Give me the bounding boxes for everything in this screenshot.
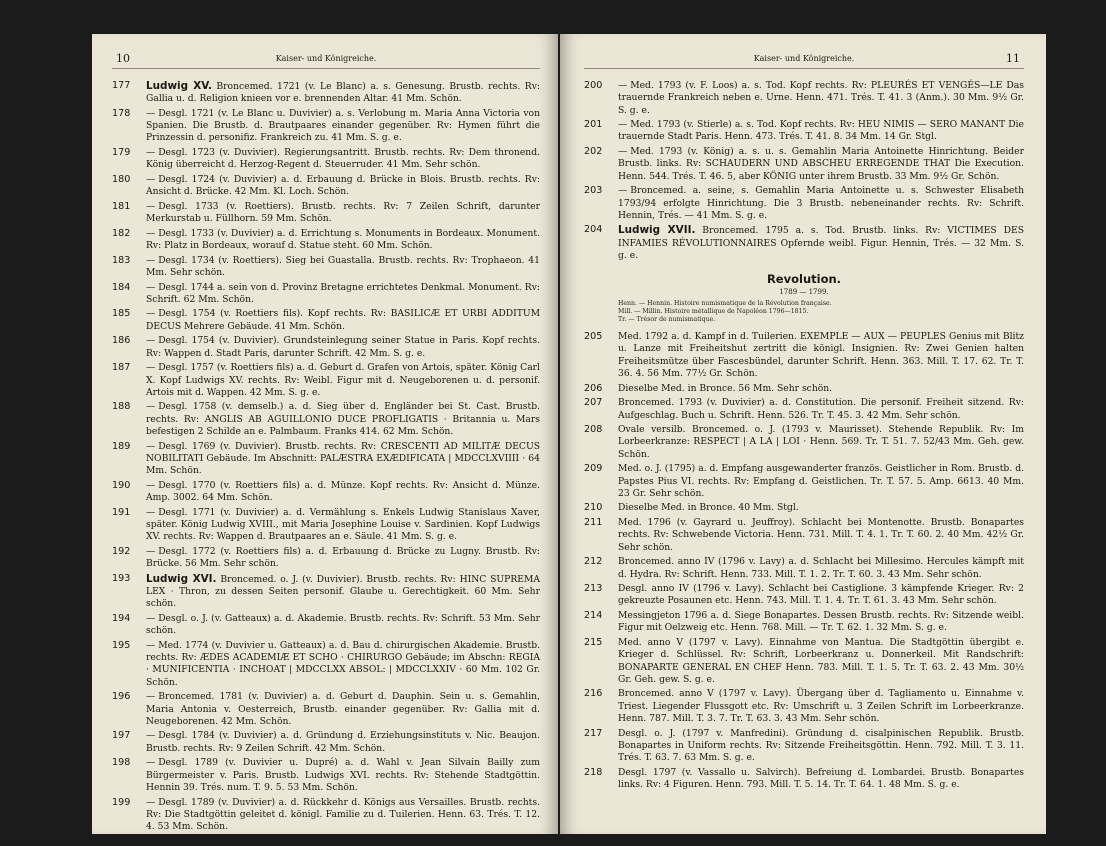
catalogue-entry <box>112 282 540 307</box>
entry-number: 178 <box>112 107 131 119</box>
catalogue-entry <box>112 255 540 280</box>
ditto-dash: — <box>146 335 156 347</box>
entry-text: Desgl. 1784 (v. Duvivier) a. d. Gründung d. Erziehungsinstituts v. Nic. Beaujon. Brustb. rechts. Rv: 9 Zeilen Schrift. 42 Mm. Schön. <box>146 730 540 754</box>
entry-text: Desgl. 1723 (v. Duvivier). Regierungsantritt. Brustb. rechts. Rv: Dem thronend. König überreicht d. Herzog-Regent d. Steuerruder. 41 Mm. Sehr schön. <box>146 147 540 171</box>
entry-text: Med. anno V (1797 v. Lavy). Einnahme von Mantua. Die Stadtgöttin übergibt e. Krieger d. Schlüssel. Rv: Schrift, Lorbeerkranz u. Donnerkeil. Mit Randschrift: BONAPARTE GENERAL EN CHEF Henn. 783. Mill. T. 1. 5. Tr. T. 63. 2. 43 Mm. 30½ Gr. Geh. gew. S. g. e. <box>618 636 1024 685</box>
entry-number: 213 <box>584 583 603 595</box>
entry-text: Desgl. 1758 (v. demselb.) a. d. Sieg über d. Engländer bei St. Cast. Brustb. rechts. Rv: ANGLIS AB AGUILLONIO DUCE PROFLIGATIS · Britannia u. Mars befestigen 2 Schilde an e. Palmbaum. Franks 414. 62 Mm. Schön. <box>146 401 540 437</box>
entry-number: 194 <box>112 612 131 624</box>
entry-number: 193 <box>112 572 131 584</box>
entry-number: 199 <box>112 796 131 808</box>
ditto-dash: — <box>146 227 156 239</box>
right-page <box>560 34 1046 834</box>
catalogue-entry <box>112 613 540 638</box>
page-number: 10 <box>116 52 130 65</box>
entry-number: 205 <box>584 331 603 343</box>
entry-text: Desgl. 1733 (v. Duvivier) a. d. Errichtung s. Monuments in Bordeaux. Monument. Rv: Platz in Bordeaux, worauf d. Statue steht. 60 Mm. Schön. <box>146 227 540 252</box>
entry-number: 179 <box>112 147 131 159</box>
entry-text: Dieselbe Med. in Bronce. 40 Mm. Stgl. <box>618 502 799 514</box>
entry-number: 208 <box>584 424 603 436</box>
running-head: Kaiser- und Königreiche. <box>275 54 377 63</box>
catalogue-entry <box>112 362 540 399</box>
catalogue-entry <box>112 546 540 571</box>
catalogue-entry <box>112 507 540 544</box>
catalogue-entry <box>584 463 1024 500</box>
entry-number: 201 <box>584 119 603 131</box>
catalogue-entry <box>112 573 540 611</box>
ditto-dash: — <box>146 639 156 651</box>
entry-text: Desgl. o. J. (1797 v. Manfredini). Gründung d. cisalpinischen Republik. Brustb. Bonapartes in Uniform rechts. Rv: Sitzende Freiheitsgöttin. Henn. 792. Mill. T. 3. 11. Trés. T. 63. 7. 63 Mm. S. g. e. <box>618 727 1024 764</box>
entry-text: Broncemed. anno V (1797 v. Lavy). Übergang über d. Tagliamento u. Einnahme v. Triest. Liegender Flussgott etc. Rv: Umschrift u. 3 Zeilen Schrift im Lorbeerkranze. Henn. 787. Mill. T. 3. 7. Tr. T. 63. 3. 43 Mm. Sehr schön. <box>618 688 1024 724</box>
catalogue-entry <box>584 80 1024 117</box>
entry-text: Broncemed. 1793 (v. Duvivier) a. d. Constitution. Die personif. Freiheit sitzend. Rv: Aufgeschlag. Buch u. Schrift. Henn. 526. Tr. T. 45. 3. 42 Mm. Sehr schön. <box>618 397 1024 421</box>
left-page <box>92 34 558 834</box>
catalogue-entries <box>584 331 1024 791</box>
catalogue-entry <box>584 424 1024 461</box>
page-number: 11 <box>1006 52 1020 65</box>
entry-number: 202 <box>584 146 603 158</box>
ditto-dash: — <box>146 254 156 266</box>
catalogue-entries <box>112 80 540 833</box>
entry-number: 211 <box>584 517 603 529</box>
ditto-dash: — <box>146 107 156 119</box>
catalogue-entry <box>584 224 1024 262</box>
abbreviation-line: Henn. — Hennin. Histoire numismatique de la Révolution française. <box>618 300 832 308</box>
entry-text: Med. 1793 (v. F. Loos) a. s. Tod. Kopf rechts. Rv: PLEURÉS ET VENGÉS—LE Das trauernde Frankreich neben e. Urne. Henn. 471. Trés. T. 41. 3 (Anm.). 30 Mm. 9½ Gr. S. g. e. <box>618 80 1024 116</box>
left-page-header <box>112 40 540 65</box>
entry-number: 217 <box>584 727 603 739</box>
entry-text: Desgl. 1744 a. sein von d. Provinz Bretagne errichtetes Denkmal. Monument. Rv: Schrift. 62 Mm. Schön. <box>146 281 540 305</box>
catalogue-entry <box>584 331 1024 380</box>
entry-number: 206 <box>584 382 603 394</box>
entry-number: 182 <box>112 227 131 239</box>
catalogue-entry <box>584 502 1024 514</box>
ditto-dash: — <box>146 281 156 293</box>
ditto-dash: — <box>146 147 156 159</box>
ditto-dash: — <box>146 362 156 374</box>
entry-text: Med. 1774 (v. Duvivier u. Gatteaux) a. d. Bau d. chirurgischen Akademie. Brustb. rechts. Rv: ÆDES ACADEMIÆ ET SCHO · CHIRURGO Gebäude; im Abschn: REGIA · MUNIFICENTIA · INCHOAT | MDCCLXX ABSOL: | MDCCLXXIV · 60 Mm. 102 Gr. Schön. <box>146 639 540 688</box>
ruler-name: Ludwig XV. <box>146 80 212 92</box>
catalogue-entry <box>112 757 540 794</box>
ditto-dash: — <box>146 730 156 742</box>
entry-number: 189 <box>112 440 131 452</box>
entry-text: Desgl. 1733 (v. Roettiers). Brustb. rechts. Rv: 7 Zeilen Schrift, darunter Merkurstab u. Füllhorn. 59 Mm. Schön. <box>146 200 540 225</box>
catalogue-entry <box>584 383 1024 395</box>
ruler-name: Ludwig XVI. <box>146 572 217 585</box>
entry-number: 181 <box>112 200 131 212</box>
entry-number: 185 <box>112 308 131 320</box>
catalogue-entry <box>584 397 1024 422</box>
entry-number: 191 <box>112 506 131 518</box>
catalogue-entry <box>112 147 540 172</box>
ditto-dash: — <box>146 173 156 185</box>
catalogue-entry <box>584 556 1024 581</box>
entry-number: 207 <box>584 397 603 409</box>
entry-number: 196 <box>112 691 131 703</box>
abbreviation-line: Tr. — Trésor de numismatique. <box>618 315 716 323</box>
entry-number: 210 <box>584 502 603 514</box>
entry-text: Desgl. 1754 (v. Roettiers fils). Kopf rechts. Rv: BASILICÆ ET URBI ADDITUM DECUS Mehrere Gebäude. 41 Mm. Schön. <box>146 308 540 332</box>
entry-text: Desgl. 1772 (v. Roettiers fils) a. d. Erbauung d. Brücke zu Lugny. Brustb. Rv: Brücke. 56 Mm. Sehr schön. <box>146 545 540 570</box>
catalogue-entry <box>112 80 540 106</box>
entry-text: Desgl. 1789 (v. Duvivier) a. d. Rückkehr d. Königs aus Versailles. Brustb. rechts. Rv: Die Stadtgöttin geleitet d. königl. Familie zu d. Tuilerien. Henn. 63. Trés. T. 12. 4. 53 Mm. Schön. <box>146 796 540 833</box>
entry-text: Desgl. 1721 (v. Le Blanc u. Duvivier) a. s. Verlobung m. Maria Anna Victoria von Spanien. Die Brustb. d. Brautpaares einander gegenüber. Rv: Hymen führt die Prinzessin d. personifiz. Frankreich zu. 41 Mm. S. g. e. <box>146 107 540 144</box>
entry-text: Messingjeton 1796 a. d. Siege Bonapartes. Dessen Brustb. rechts. Rv: Sitzende weibl. Figur mit Oelzweig etc. Henn. 768. Mill. — Tr. T. 62. 1. 32 Mm. S. g. e. <box>618 610 1024 634</box>
entry-number: 197 <box>112 730 131 742</box>
entry-number: 183 <box>112 254 131 266</box>
entry-text: Broncemed. o. J. (v. Duvivier). Brustb. rechts. Rv: HINC SUPREMA LEX · Thron, zu dessen Seiten personif. Glaube u. Gerechtigkeit. 60 Mm. Sehr schön. <box>146 573 541 610</box>
catalogue-entry <box>112 640 540 689</box>
entry-text: Desgl. 1797 (v. Vassallo u. Salvirch). Befreiung d. Lombardei. Brustb. Bonapartes links. Rv: 4 Figuren. Henn. 793. Mill. T. 5. 14. Tr. T. 64. 1. 48 Mm. S. g. e. <box>618 766 1024 791</box>
entry-number: 204 <box>584 224 603 236</box>
entry-text: Desgl. 1754 (v. Duvivier). Grundsteinlegung seiner Statue in Paris. Kopf rechts. Rv: Wappen d. Stadt Paris, darunter Schrift. 42 Mm. S. g. e. <box>146 335 540 359</box>
abbreviation-line: Mill. — Millin. Histoire métallique de Napoléon 1796—1815. <box>618 307 809 315</box>
catalogue-entry <box>112 441 540 478</box>
ditto-dash: — <box>146 506 156 518</box>
header-rule <box>584 68 1024 69</box>
entry-number: 180 <box>112 173 131 185</box>
catalogue-entry <box>584 517 1024 554</box>
ditto-dash: — <box>146 612 156 624</box>
entry-number: 218 <box>584 766 603 778</box>
catalogue-entry <box>112 228 540 253</box>
entry-number: 192 <box>112 545 131 557</box>
entry-number: 187 <box>112 362 131 374</box>
entry-text: Desgl. 1724 (v. Duvivier) a. d. Erbauung d. Brücke in Blois. Brustb. rechts. Rv: Ansicht d. Brücke. 42 Mm. Kl. Loch. Schön. <box>146 173 540 198</box>
entry-text: Desgl. 1734 (v. Roettiers). Sieg bei Guastalla. Brustb. rechts. Rv: Trophaeon. 41 Mm. Sehr schön. <box>146 254 540 278</box>
entry-number: 184 <box>112 281 131 293</box>
entry-text: Broncemed. 1781 (v. Duvivier) a. d. Geburt d. Dauphin. Sein u. s. Gemahlin, Maria Antonia v. Oesterreich, Brustb. einander gegenüber. Rv: Gallia mit d. Neugeborenen. 42 Mm. Schön. <box>146 691 540 727</box>
catalogue-entry <box>112 797 540 834</box>
entry-text: Desgl. 1789 (v. Duvivier u. Dupré) a. d. Wahl v. Jean Silvain Bailly zum Bürgermeister v. Paris. Brustb. Ludwigs XVI. rechts. Rv: Stehende Stadtgöttin. Hennin 39. Trés. num. T. 9. 5. 53 Mm. Schön. <box>146 757 540 793</box>
entry-number: 203 <box>584 185 603 197</box>
entry-text: Med. 1793 (v. Stierle) a. s. Tod. Kopf rechts. Rv: HEU NIMIS — SERO MANANT Die trauernde Stadt Paris. Henn. 473. Trés. T. 41. 8. 34 Mm. 14 Gr. Stgl. <box>618 119 1024 143</box>
catalogue-entry <box>584 146 1024 183</box>
entry-text: Desgl. anno IV (1796 v. Lavy). Schlacht bei Castiglione. 3 kämpfende Krieger. Rv: 2 gekreuzte Posaunen etc. Henn. 743. Mill. T. 1. 4. Tr. T. 61. 3. 43 Mm. Sehr schön. <box>618 583 1024 607</box>
catalogue-entry <box>584 610 1024 635</box>
entry-text: Dieselbe Med. in Bronce. 56 Mm. Sehr schön. <box>618 382 833 394</box>
catalogue-entry <box>112 108 540 145</box>
ditto-dash: — <box>618 185 628 197</box>
catalogue-entry <box>584 728 1024 765</box>
entry-text: Broncemed. a. seine, s. Gemahlin Maria Antoinette u. s. Schwester Elisabeth 1793/94 erfolgte Hinrichtung. Die 3 Brustb. nebeneinander rechts. Rv: Schrift. Hennin, Trés. — 41 Mm. S. g. e. <box>618 185 1024 221</box>
entry-number: 200 <box>584 80 603 91</box>
ditto-dash: — <box>146 440 156 452</box>
ditto-dash: — <box>146 796 156 808</box>
abbreviations-list <box>618 300 1024 323</box>
entry-text: Broncemed. 1721 (v. Le Blanc) a. s. Genesung. Brustb. rechts. Rv: Gallia u. d. Religion knieen vor e. brennenden Altar. 41 Mm. Schön. <box>146 81 540 105</box>
entry-number: 186 <box>112 335 131 347</box>
ditto-dash: — <box>618 146 628 158</box>
section-title: Revolution. <box>766 272 842 287</box>
entry-text: Broncemed. anno IV (1796 v. Lavy) a. d. Schlacht bei Millesimo. Hercules kämpft mit d. Hydra. Rv: Schrift. Henn. 733. Mill. T. 1. 2. Tr. T. 60. 3. 43 Mm. Sehr schön. <box>618 556 1024 580</box>
catalogue-entry <box>112 201 540 226</box>
entry-text: Broncemed. 1795 a. s. Tod. Brustb. links. Rv: VICTIMES DES INFAMIES RÉVOLUTIONNAIRES Opfernde weibl. Figur. Hennin, Trés. — 32 Mm. S. g. e. <box>618 225 1024 262</box>
catalogue-entry <box>584 119 1024 144</box>
entry-number: 190 <box>112 479 131 491</box>
entry-text: Desgl. 1771 (v. Duvivier) a. d. Vermählung s. Enkels Ludwig Stanislaus Xaver, später. König Ludwig XVIII., mit Maria Josephine Louise v. Sardinien. Kopf Ludwigs XV. rechts. Rv: Wappen d. Brautpaares an e. Säule. 41 Mm. S. g. e. <box>146 506 540 543</box>
entry-number: 214 <box>584 610 603 622</box>
entry-text: Med. 1796 (v. Gayrard u. Jeuffroy). Schlacht bei Montenotte. Brustb. Bonapartes rechts. Rv: Schwebende Victoria. Henn. 731. Mill. T. 4. 1. Tr. T. 60. 2. 40 Mm. 42½ Gr. Sehr schön. <box>618 517 1024 553</box>
catalogue-entry <box>584 637 1024 686</box>
entry-number: 177 <box>112 80 131 91</box>
ditto-dash: — <box>146 401 156 413</box>
ditto-dash: — <box>146 308 156 320</box>
entry-number: 209 <box>584 463 603 475</box>
entry-text: Desgl. 1757 (v. Roettiers fils) a. d. Geburt d. Grafen von Artois, später. König Carl X. Kopf Ludwigs XV. rechts. Rv: Weibl. Figur mit d. Neugeborenen u. d. personif. Artois mit d. Wappen. 42 Mm. S. g. e. <box>146 362 540 398</box>
entry-text: Ovale versilb. Broncemed. o. J. (1793 v. Maurisset). Stehende Republik. Rv: Im Lorbeerkranze: RESPECT | A LA | LOI · Henn. 569. Tr. T. 51. 7. 52/43 Mm. Geh. gew. Schön. <box>618 424 1024 460</box>
ditto-dash: — <box>146 545 156 557</box>
catalogue-entry <box>112 401 540 438</box>
entry-number: 195 <box>112 639 131 651</box>
running-head: Kaiser- und Königreiche. <box>753 54 855 63</box>
ditto-dash: — <box>146 200 156 212</box>
catalogue-entry <box>584 767 1024 792</box>
entry-text: Desgl. 1769 (v. Duvivier). Brustb. rechts. Rv: CRESCENTI AD MILITÆ DECUS NOBILITATI Gebäude. Im Abschnitt: PALÆSTRA EXÆDIFICATA | MDCCLXVIIII · 64 Mm. Schön. <box>146 440 540 477</box>
section-years: 1789 — 1799. <box>779 288 829 297</box>
ditto-dash: — <box>618 80 628 91</box>
ditto-dash: — <box>146 691 156 703</box>
entry-number: 212 <box>584 556 603 568</box>
entry-text: Desgl. 1770 (v. Roettiers fils) a. d. Münze. Kopf rechts. Rv: Ansicht d. Münze. Amp. 3002. 64 Mm. Schön. <box>146 479 540 504</box>
catalogue-entry <box>112 480 540 505</box>
catalogue-entry <box>584 583 1024 608</box>
entry-text: Desgl. o. J. (v. Gatteaux) a. d. Akademie. Brustb. rechts. Rv: Schrift. 53 Mm. Sehr schön. <box>146 612 540 637</box>
catalogue-entries <box>584 80 1024 262</box>
header-rule <box>112 68 540 69</box>
catalogue-entry <box>112 308 540 333</box>
entry-text: Med. 1793 (v. König) a. s. u. s. Gemahlin Maria Antoinette Hinrichtung. Beider Brustb. links. Rv: SCHAUDERN UND ABSCHEU ERREGENDE THAT Die Execution. Henn. 544. Trés. T. 46. 5, aber KÖNIG unter ihrem Brustb. 33 Mm. 9½ Gr. Schön. <box>618 146 1024 182</box>
entry-number: 188 <box>112 401 131 413</box>
ruler-name: Ludwig XVII. <box>618 224 696 237</box>
catalogue-entry <box>112 691 540 728</box>
entry-number: 215 <box>584 636 603 648</box>
section-heading <box>584 272 1024 296</box>
entry-text: Med. 1792 a. d. Kampf in d. Tuilerien. EXEMPLE — AUX — PEUPLES Genius mit Blitz u. Lanze mit Freiheitshut zertritt die königl. Insignien. Rv: Zwei Genien halten Freiheitsmütze über Fascesbündel, darunter Schrift. Henn. 363. Mill. T. 17. 62. Tr. T. 36. 4. 56 Mm. 77½ Gr. Schön. <box>618 331 1024 380</box>
entry-number: 216 <box>584 688 603 700</box>
ditto-dash: — <box>146 757 156 769</box>
catalogue-entry <box>112 174 540 199</box>
ditto-dash: — <box>618 119 628 131</box>
entry-number: 198 <box>112 757 131 769</box>
entry-text: Med. o. J. (1795) a. d. Empfang ausgewanderter französ. Geistlicher in Rom. Brustb. d. Papstes Pius VI. rechts. Rv: Empfang d. Geistlichen. Tr. T. 57. 5. Amp. 6613. 40 Mm. 23 Gr. Sehr schön. <box>618 463 1024 499</box>
catalogue-entry <box>584 688 1024 725</box>
catalogue-entry <box>112 335 540 360</box>
catalogue-entry <box>112 730 540 755</box>
ditto-dash: — <box>146 479 156 491</box>
catalogue-entry <box>584 185 1024 222</box>
right-page-header <box>584 40 1024 65</box>
